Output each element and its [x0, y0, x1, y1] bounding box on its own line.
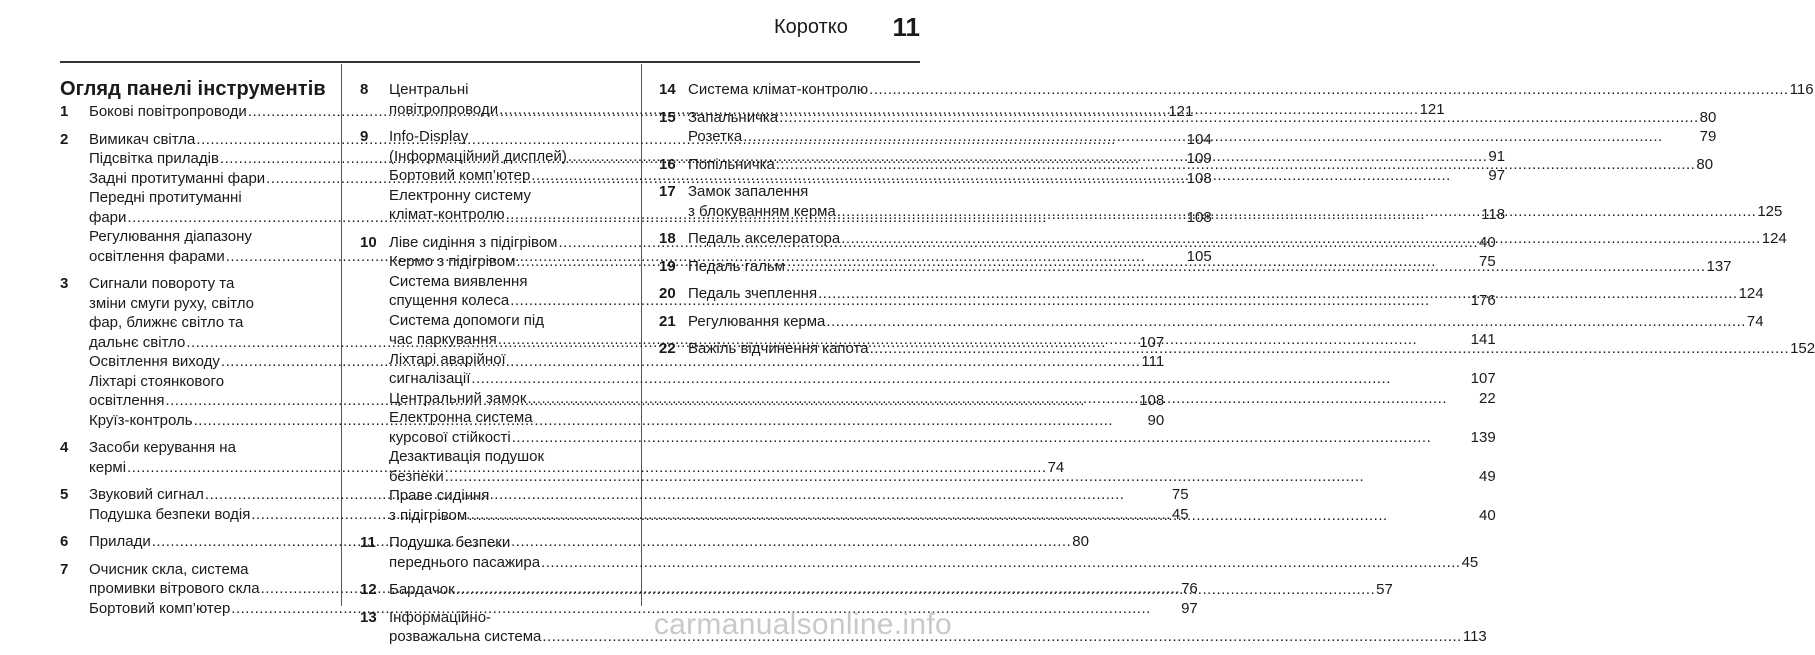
entry-page-ref[interactable]: 76	[1181, 580, 1198, 597]
entry-label: освітлення фарами	[89, 247, 225, 265]
entry-label: Регулювання діапазону	[89, 228, 252, 245]
entry-page-ref[interactable]: 97	[1488, 167, 1506, 184]
entry-line	[389, 369, 1496, 389]
entry-label: сигналізації	[389, 370, 471, 387]
entry-number: 3	[60, 275, 69, 292]
dot-leader	[779, 108, 1699, 128]
page-number: 11	[892, 12, 920, 42]
entry-line	[389, 447, 1496, 467]
dot-leader	[456, 580, 1376, 600]
entry-page-ref[interactable]: 104	[1186, 130, 1212, 148]
entry-page-ref[interactable]: 107	[1470, 370, 1496, 387]
page-header	[0, 0, 960, 60]
entry-line	[389, 467, 1496, 487]
entry-line	[688, 127, 1716, 147]
entry-page-ref[interactable]: 45	[1461, 553, 1479, 571]
entry-number: 17	[659, 183, 676, 200]
entry-page-ref[interactable]: 176	[1470, 292, 1496, 309]
entry-page-ref[interactable]: 74	[1746, 312, 1764, 330]
entry-page-ref[interactable]: 107	[1139, 333, 1165, 351]
entry-label: спущення колеса	[389, 292, 510, 309]
dot-leader	[818, 284, 1738, 304]
entry-page-ref[interactable]: 49	[1479, 467, 1496, 485]
entry-line	[389, 533, 1478, 553]
entry-line	[688, 80, 1814, 100]
entry-page-ref[interactable]: 105	[1186, 247, 1212, 265]
entry-page-ref[interactable]: 90	[1147, 411, 1165, 429]
entry-line	[389, 486, 1496, 506]
entry-label: Центральний замок	[389, 389, 527, 407]
entry-number: 21	[659, 312, 676, 330]
dot-leader	[743, 127, 1698, 147]
header-divider	[60, 61, 920, 63]
entry-label: Система виявлення	[389, 272, 528, 290]
dot-leader	[541, 553, 1461, 573]
entry-page-ref[interactable]: 124	[1738, 285, 1764, 302]
entry-page-ref[interactable]: 74	[1047, 458, 1065, 476]
entry-label: Бортовий комп’ютер	[89, 599, 231, 617]
entry-label: Круїз-контроль	[89, 411, 193, 429]
dot-leader	[826, 312, 1746, 332]
index-entry	[659, 312, 1764, 332]
entry-label: безпеки	[389, 467, 444, 485]
entry-label: Бортовий комп’ютер	[389, 167, 531, 184]
entry-number: 16	[659, 155, 676, 173]
entry-page-ref[interactable]: 113	[1462, 628, 1487, 645]
entry-page-ref[interactable]: 137	[1706, 257, 1732, 275]
entry-label: Прилади	[89, 533, 151, 550]
entry-number: 7	[60, 560, 69, 578]
entry-label: Важіль відчинення капота	[688, 340, 869, 357]
entry-page-ref[interactable]: 108	[1139, 392, 1165, 409]
entry-page-ref[interactable]: 80	[1072, 533, 1089, 550]
entry-label: переднього пасажира	[389, 553, 541, 571]
entry-page-ref[interactable]: 79	[1699, 128, 1717, 145]
entry-label: Замок запалення	[688, 183, 809, 200]
entry-page-ref[interactable]: 91	[1488, 147, 1506, 165]
entry-label: Info-Display	[389, 128, 469, 145]
entry-page-ref[interactable]: 22	[1479, 389, 1496, 407]
dot-leader	[528, 389, 1479, 409]
entry-label: Розетка	[688, 128, 743, 145]
entry-label: Педаль гальм	[688, 257, 785, 275]
entry-label: курсової стійкості	[389, 428, 511, 446]
entry-label: час паркування	[389, 331, 497, 348]
entry-label: Бардачок	[389, 581, 455, 598]
dot-leader	[468, 506, 1478, 526]
entry-line	[688, 339, 1815, 359]
entry-label: фар, ближнє світло та	[89, 314, 244, 331]
entry-label: Праве сидіння	[389, 487, 490, 504]
entry-label: Електронна система	[389, 409, 533, 426]
entry-label: Сигнали повороту та	[89, 275, 235, 292]
entry-number: 4	[60, 439, 69, 456]
entry-line	[688, 312, 1764, 332]
entry-label: клімат-контролю	[389, 206, 505, 223]
entry-page-ref[interactable]: 80	[1699, 108, 1717, 126]
entry-label: промивки вітрового скла	[89, 580, 260, 597]
entry-page-ref[interactable]: 108	[1186, 208, 1212, 226]
entry-number: 9	[360, 128, 369, 145]
dot-leader	[841, 229, 1761, 249]
entry-line	[389, 553, 1478, 573]
entry-label: розважальна система	[389, 628, 542, 645]
dot-leader	[869, 80, 1789, 100]
entry-number: 20	[659, 285, 676, 302]
entry-page-ref[interactable]: 40	[1479, 506, 1496, 524]
entry-label: Засоби керування на	[89, 439, 236, 456]
entry-page-ref[interactable]: 40	[1479, 233, 1496, 251]
entry-page-ref[interactable]: 45	[1171, 505, 1189, 523]
entry-page-ref[interactable]: 121	[1168, 103, 1194, 120]
entry-line	[389, 389, 1496, 409]
entry-label: Центральні	[389, 81, 469, 98]
entry-page-ref[interactable]: 141	[1470, 331, 1496, 348]
entry-label: Дезактивація подушок	[389, 448, 545, 465]
entry-page-ref[interactable]: 57	[1376, 581, 1393, 598]
section-title: Огляд панелі інструментів	[60, 78, 326, 100]
entry-label: Задні протитуманні фари	[89, 169, 266, 187]
entry-line	[688, 284, 1764, 304]
entry-label: Ліхтарі стоянкового	[89, 372, 225, 390]
index-entry	[659, 80, 1814, 100]
entry-line	[688, 108, 1716, 128]
entry-line	[688, 202, 1782, 222]
entry-number: 2	[60, 130, 69, 148]
entry-label: фари	[89, 208, 127, 226]
entry-number: 10	[360, 233, 377, 251]
entry-page-ref[interactable]: 152	[1790, 340, 1815, 357]
entry-label: дальнє світло	[89, 333, 186, 351]
entry-label: Попільничка	[688, 155, 775, 173]
entry-label: Подушка безпеки	[389, 534, 511, 551]
entry-number: 13	[360, 608, 377, 626]
entry-label: Педаль зчеплення	[688, 285, 818, 302]
entry-page-ref[interactable]: 75	[1171, 486, 1189, 503]
entry-line	[389, 506, 1496, 526]
entry-number: 1	[60, 103, 69, 120]
entry-page-ref[interactable]: 109	[1186, 150, 1212, 167]
entry-number: 22	[659, 340, 676, 357]
entry-number: 18	[659, 230, 676, 247]
entry-label: Підсвітка приладів	[89, 150, 219, 167]
entry-label: з підігрівом	[389, 506, 468, 524]
running-header-title: Коротко	[774, 16, 848, 38]
entry-number: 14	[659, 81, 676, 98]
entry-line	[688, 182, 1782, 202]
watermark: carmanualsonline.info	[653, 608, 952, 641]
entry-number: 6	[60, 533, 69, 550]
entry-label: Передні протитуманні	[89, 189, 242, 206]
dot-leader	[837, 202, 1757, 222]
entry-label: Очисник скла, система	[89, 560, 249, 578]
entry-number: 11	[360, 534, 376, 551]
entry-label: Інформаційно-	[389, 608, 492, 626]
entry-label: Електронну систему	[389, 186, 532, 204]
entry-page-ref[interactable]: 111	[1141, 353, 1165, 370]
dot-leader	[776, 155, 1696, 175]
entry-page-ref[interactable]: 124	[1761, 230, 1787, 247]
entry-label: Система допомоги під	[389, 311, 545, 329]
entry-label: (Інформаційний дисплей)	[389, 147, 567, 165]
dot-leader	[786, 257, 1706, 277]
entry-label: Педаль акселератора	[688, 230, 841, 247]
entry-number: 19	[659, 257, 676, 275]
entry-page-ref[interactable]: 108	[1186, 169, 1212, 187]
entry-label: Система клімат-контролю	[688, 81, 869, 98]
entry-line	[389, 580, 1393, 600]
entry-number: 12	[360, 581, 377, 598]
entry-page-ref[interactable]: 80	[1696, 155, 1714, 173]
entry-label: Звуковий сигнал	[89, 486, 204, 503]
entry-label: Ліхтарі аварійної	[389, 350, 506, 368]
entry-label: зміни смуги руху, світло	[89, 294, 254, 312]
entry-line	[389, 428, 1496, 448]
dot-leader	[445, 467, 1478, 487]
entry-label: повітропроводи	[389, 100, 499, 118]
entry-label: Кермо з підігрівом	[389, 253, 516, 270]
entry-page-ref[interactable]: 121	[1419, 100, 1445, 118]
entry-label: кермі	[89, 458, 127, 476]
entry-label: Запальничка	[688, 108, 779, 126]
entry-number: 15	[659, 108, 676, 126]
entry-line	[688, 257, 1732, 277]
entry-page-ref[interactable]: 125	[1757, 202, 1783, 220]
dot-leader	[512, 428, 1470, 448]
entry-line	[688, 155, 1713, 175]
entry-page-ref[interactable]: 116	[1789, 81, 1814, 98]
entry-line	[688, 229, 1787, 249]
entry-page-ref[interactable]: 75	[1479, 253, 1496, 270]
entry-label: освітлення	[89, 392, 165, 409]
dot-leader	[471, 369, 1469, 389]
entry-label: з блокуванням керма	[688, 202, 836, 220]
entry-line	[389, 408, 1496, 428]
dot-leader	[870, 339, 1790, 359]
entry-label: Ліве сидіння з підігрівом	[389, 233, 558, 251]
entry-number: 8	[360, 81, 369, 98]
entry-label: Подушка безпеки водія	[89, 505, 251, 523]
entry-label: Освітлення виходу	[89, 353, 220, 370]
entry-label: Бокові повітропроводи	[89, 103, 247, 120]
entry-number: 5	[60, 486, 69, 503]
entry-page-ref[interactable]: 118	[1481, 206, 1506, 223]
entry-label: Вимикач світла	[89, 130, 196, 148]
entry-page-ref[interactable]: 97	[1181, 599, 1198, 617]
entry-label: Регулювання керма	[688, 312, 826, 330]
entry-page-ref[interactable]: 139	[1470, 428, 1496, 446]
